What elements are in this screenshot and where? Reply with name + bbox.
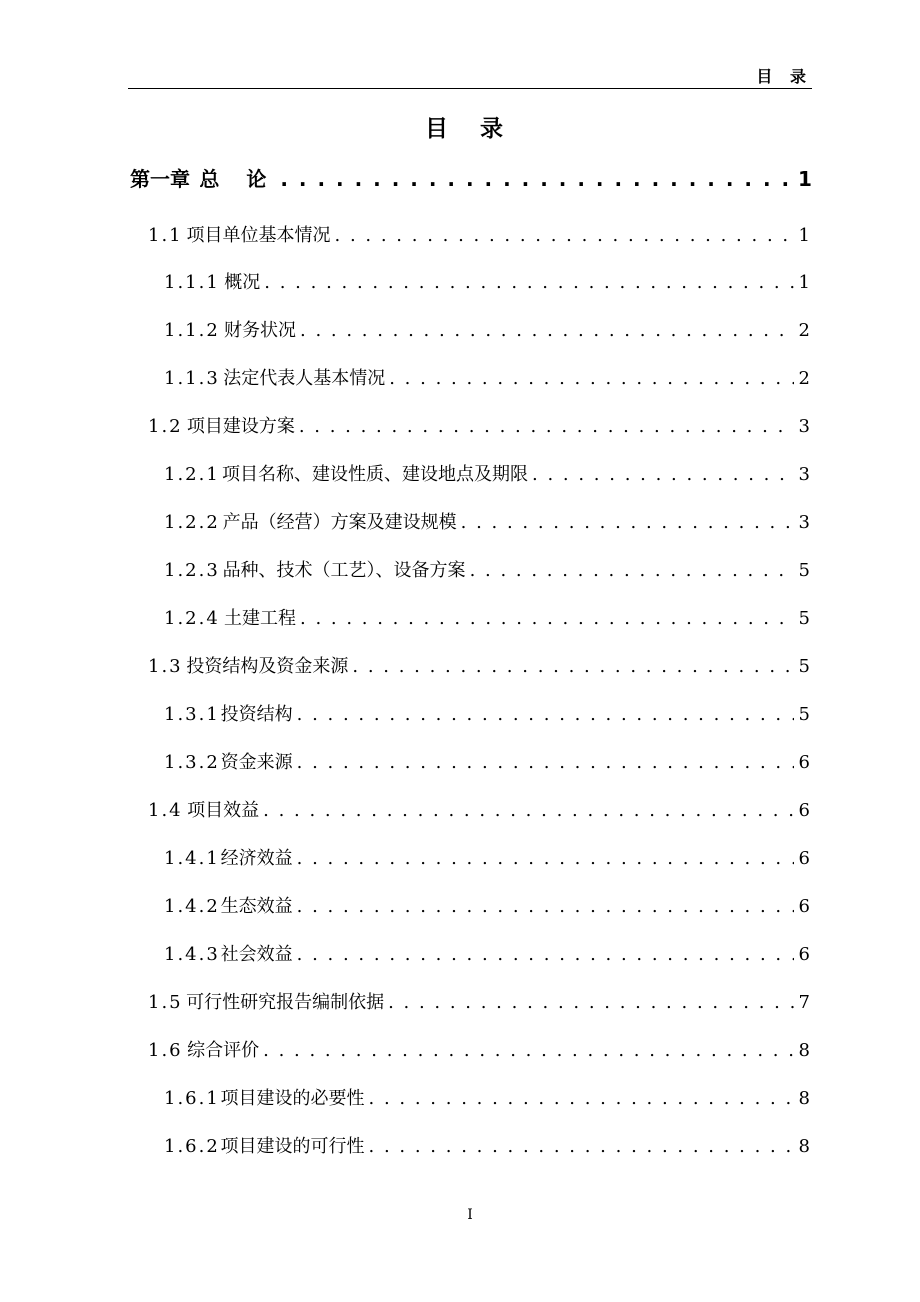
toc-entry-title: 项目建设的必要性: [220, 1088, 365, 1109]
toc-dot-leader: [389, 363, 794, 395]
toc-entry-title: 生态效益: [220, 896, 293, 917]
header-rule: [128, 88, 812, 89]
toc-entry-page: 1: [798, 225, 810, 246]
toc-entry-page: 1: [798, 167, 812, 191]
toc-entry[interactable]: [148, 795, 810, 827]
toc-entry-page: 5: [798, 656, 810, 677]
toc-entry-page: 8: [798, 1136, 810, 1157]
toc-entry[interactable]: [164, 699, 810, 731]
toc-entry-page: 6: [798, 896, 810, 917]
toc-entry[interactable]: [148, 651, 810, 683]
toc-entry[interactable]: [148, 220, 810, 252]
toc-title: 目 录: [424, 116, 515, 142]
toc-entry-title: 社会效益: [220, 944, 293, 965]
toc-entry-number: 1.1.2: [164, 320, 220, 341]
toc-entry[interactable]: [164, 603, 810, 635]
toc-entry-number: 1.4: [148, 800, 183, 821]
toc-entry[interactable]: [164, 843, 810, 875]
toc-dot-leader: [280, 163, 794, 195]
toc-dot-leader: [352, 651, 794, 683]
toc-entry-number: 1.6.1: [164, 1088, 220, 1109]
toc-entry-number: 1.4.3: [164, 944, 220, 965]
toc-entry[interactable]: [164, 555, 810, 587]
toc-dot-leader: [461, 507, 794, 539]
toc-entry-page: 8: [798, 1088, 810, 1109]
toc-entry[interactable]: [164, 459, 810, 491]
toc-entry-page: 6: [798, 848, 810, 869]
toc-dot-leader: [297, 699, 794, 731]
toc-entry-title: 项目建设的可行性: [220, 1136, 365, 1157]
toc-entry-title: 项目名称、建设性质、建设地点及期限: [222, 464, 529, 485]
toc-dot-leader: [532, 459, 794, 491]
toc-entry-number: 1.3.2: [164, 752, 220, 773]
toc-entry-title: 总 论: [199, 167, 277, 191]
toc-dot-leader: [369, 1131, 794, 1163]
toc-entry-number: 1.2.4: [164, 608, 220, 629]
toc-dot-leader: [470, 555, 794, 587]
toc-entry[interactable]: [164, 315, 810, 347]
toc-entry-title: 综合评价: [187, 1040, 260, 1061]
toc-dot-leader: [297, 891, 794, 923]
toc-dot-leader: [299, 411, 794, 443]
toc-entry-number: 1.4.1: [164, 848, 220, 869]
toc-dot-leader: [369, 1083, 794, 1115]
toc-entry-page: 5: [798, 560, 810, 581]
toc-entry-page: 1: [798, 272, 810, 293]
toc-dot-leader: [264, 267, 794, 299]
toc-entry-page: 5: [798, 704, 810, 725]
running-header: 目 录: [756, 67, 812, 86]
toc-entry-title: 概况: [224, 272, 261, 293]
toc-entry[interactable]: [164, 939, 810, 971]
toc-dot-leader: [300, 603, 794, 635]
toc-entry-title: 项目效益: [187, 800, 260, 821]
toc-entry-page: 6: [798, 800, 810, 821]
toc-entry-page: 3: [798, 512, 810, 533]
toc-entry-number: 1.2.1: [164, 464, 220, 485]
toc-entry-number: 1.5: [148, 992, 183, 1013]
toc-entry-title: 投资结构及资金来源: [186, 656, 349, 677]
toc-entry-number: 1.3.1: [164, 704, 220, 725]
toc-entry-title: 产品（经营）方案及建设规模: [222, 512, 457, 533]
toc-entry-title: 财务状况: [224, 320, 296, 341]
toc-entry-title: 项目单位基本情况: [186, 225, 331, 246]
toc-entry-title: 经济效益: [220, 848, 293, 869]
toc-entry-page: 6: [798, 752, 810, 773]
toc-dot-leader: [388, 987, 794, 1019]
toc-entry-page: 5: [798, 608, 810, 629]
toc-entry-number: 1.1: [148, 225, 183, 246]
toc-entry-number: 1.2.2: [164, 512, 220, 533]
toc-dot-leader: [297, 939, 794, 971]
toc-entry[interactable]: [148, 411, 810, 443]
toc-entry-page: 3: [798, 416, 810, 437]
toc-entry-page: 2: [798, 368, 810, 389]
toc-entry[interactable]: [164, 507, 810, 539]
toc-entry[interactable]: [164, 891, 810, 923]
toc-entry-title: 法定代表人基本情况: [223, 368, 386, 389]
toc-dot-leader: [335, 220, 794, 252]
toc-entry[interactable]: [164, 747, 810, 779]
toc-entry[interactable]: [148, 987, 810, 1019]
toc-entry-title: 土建工程: [224, 608, 296, 629]
toc-dot-leader: [297, 843, 794, 875]
toc-dot-leader: [297, 747, 794, 779]
toc-entry-page: 2: [798, 320, 810, 341]
toc-entry-number: 第一章: [130, 167, 190, 191]
toc-entry[interactable]: [148, 1035, 810, 1067]
toc-entry[interactable]: [164, 363, 810, 395]
toc-dot-leader: [263, 795, 794, 827]
toc-entry-number: 1.3: [148, 656, 183, 677]
toc-entry-page: 6: [798, 944, 810, 965]
toc-dot-leader: [263, 1035, 794, 1067]
toc-entry[interactable]: [130, 163, 810, 195]
toc-entry-title: 品种、技术（工艺）、设备方案: [222, 560, 466, 581]
toc-dot-leader: [300, 315, 794, 347]
toc-entry-number: 1.6: [148, 1040, 183, 1061]
toc-entry-number: 1.2.3: [164, 560, 220, 581]
toc-entry-title: 项目建设方案: [186, 416, 295, 437]
toc-entry-number: 1.6.2: [164, 1136, 220, 1157]
toc-entry-number: 1.1.1: [164, 272, 220, 293]
toc-entry-title: 投资结构: [220, 704, 293, 725]
toc-entry-page: 3: [798, 464, 810, 485]
toc-entry-page: 7: [798, 992, 810, 1013]
toc-entry-number: 1.4.2: [164, 896, 220, 917]
toc-entry-title: 资金来源: [220, 752, 293, 773]
toc-entry-number: 1.2: [148, 416, 183, 437]
toc-entry[interactable]: [164, 1131, 810, 1163]
toc-entry-title: 可行性研究报告编制依据: [186, 992, 385, 1013]
toc-entry-page: 8: [798, 1040, 810, 1061]
toc-entry[interactable]: [164, 1083, 810, 1115]
footer-page-number: I: [467, 1207, 473, 1223]
toc-entry[interactable]: [164, 267, 810, 299]
toc-entry-number: 1.1.3: [164, 368, 220, 389]
